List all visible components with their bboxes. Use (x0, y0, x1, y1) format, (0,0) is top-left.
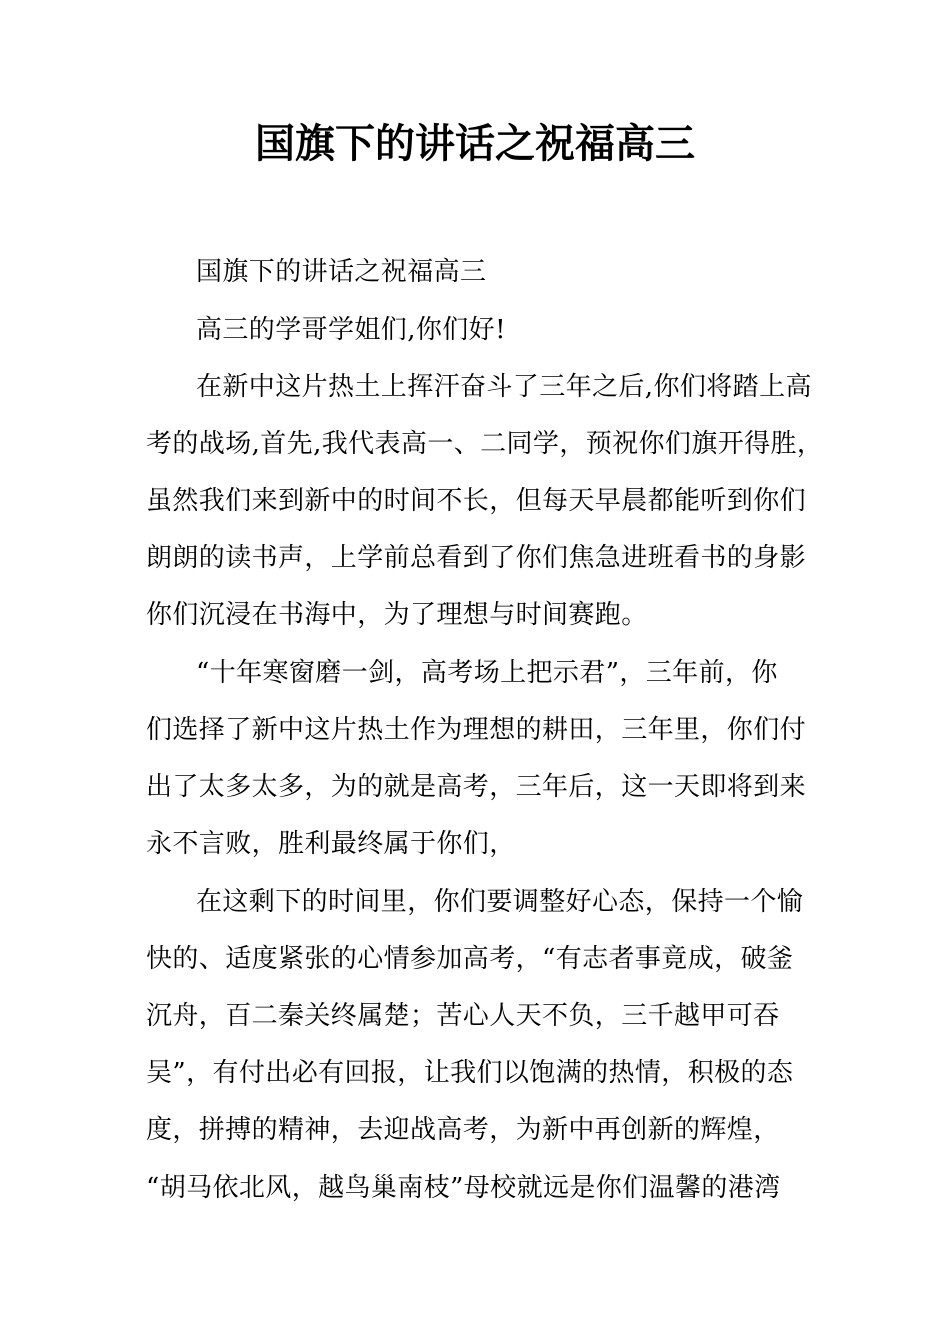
text-line: 你们沉浸在书海中，为了理想与时间赛跑。 (146, 600, 648, 630)
text-line: “胡马依北风，越鸟巢南枝”母校就远是你们温馨的港湾 (146, 1173, 781, 1203)
text-line: 们选择了新中这片热土作为理想的耕田，三年里，你们付 (146, 715, 807, 745)
text-line: 高三的学哥学姐们,你们好! (196, 315, 506, 345)
text-line: 沉舟，百二秦关终属楚；苦心人天不负，三千越甲可吞 (146, 1001, 780, 1031)
text-line: 出了太多太多，为的就是高考，三年后，这一天即将到来 (146, 772, 807, 802)
text-line: 在这剩下的时间里，你们要调整好心态，保持一个愉 (196, 887, 804, 917)
text-line: 虽然我们来到新中的时间不长，但每天早晨都能听到你们 (146, 486, 807, 516)
text-line: 朗朗的读书声，上学前总看到了你们焦急进班看书的身影 (146, 543, 807, 573)
text-line: “十年寒窗磨一剑，高考场上把示君”，三年前，你 (196, 658, 778, 688)
text-line: 国旗下的讲话之祝福高三 (196, 257, 487, 287)
text-line: 永不言败，胜利最终属于你们， (146, 829, 516, 859)
document-title: 国旗下的讲话之祝福高三 (255, 120, 695, 167)
text-line: 快的、适度紧张的心情参加高考，“有志者事竟成，破釜 (146, 944, 794, 974)
text-line: 度，拼搏的精神，去迎战高考，为新中再创新的辉煌， (146, 1115, 780, 1145)
text-line: 在新中这片热土上挥汗奋斗了三年之后,你们将踏上高 (196, 372, 812, 402)
text-line: 吴”，有付出必有回报，让我们以饱满的热情，积极的态 (146, 1058, 794, 1088)
text-line: 考的战场,首先,我代表高一、二同学，预祝你们旗开得胜， (146, 429, 824, 459)
